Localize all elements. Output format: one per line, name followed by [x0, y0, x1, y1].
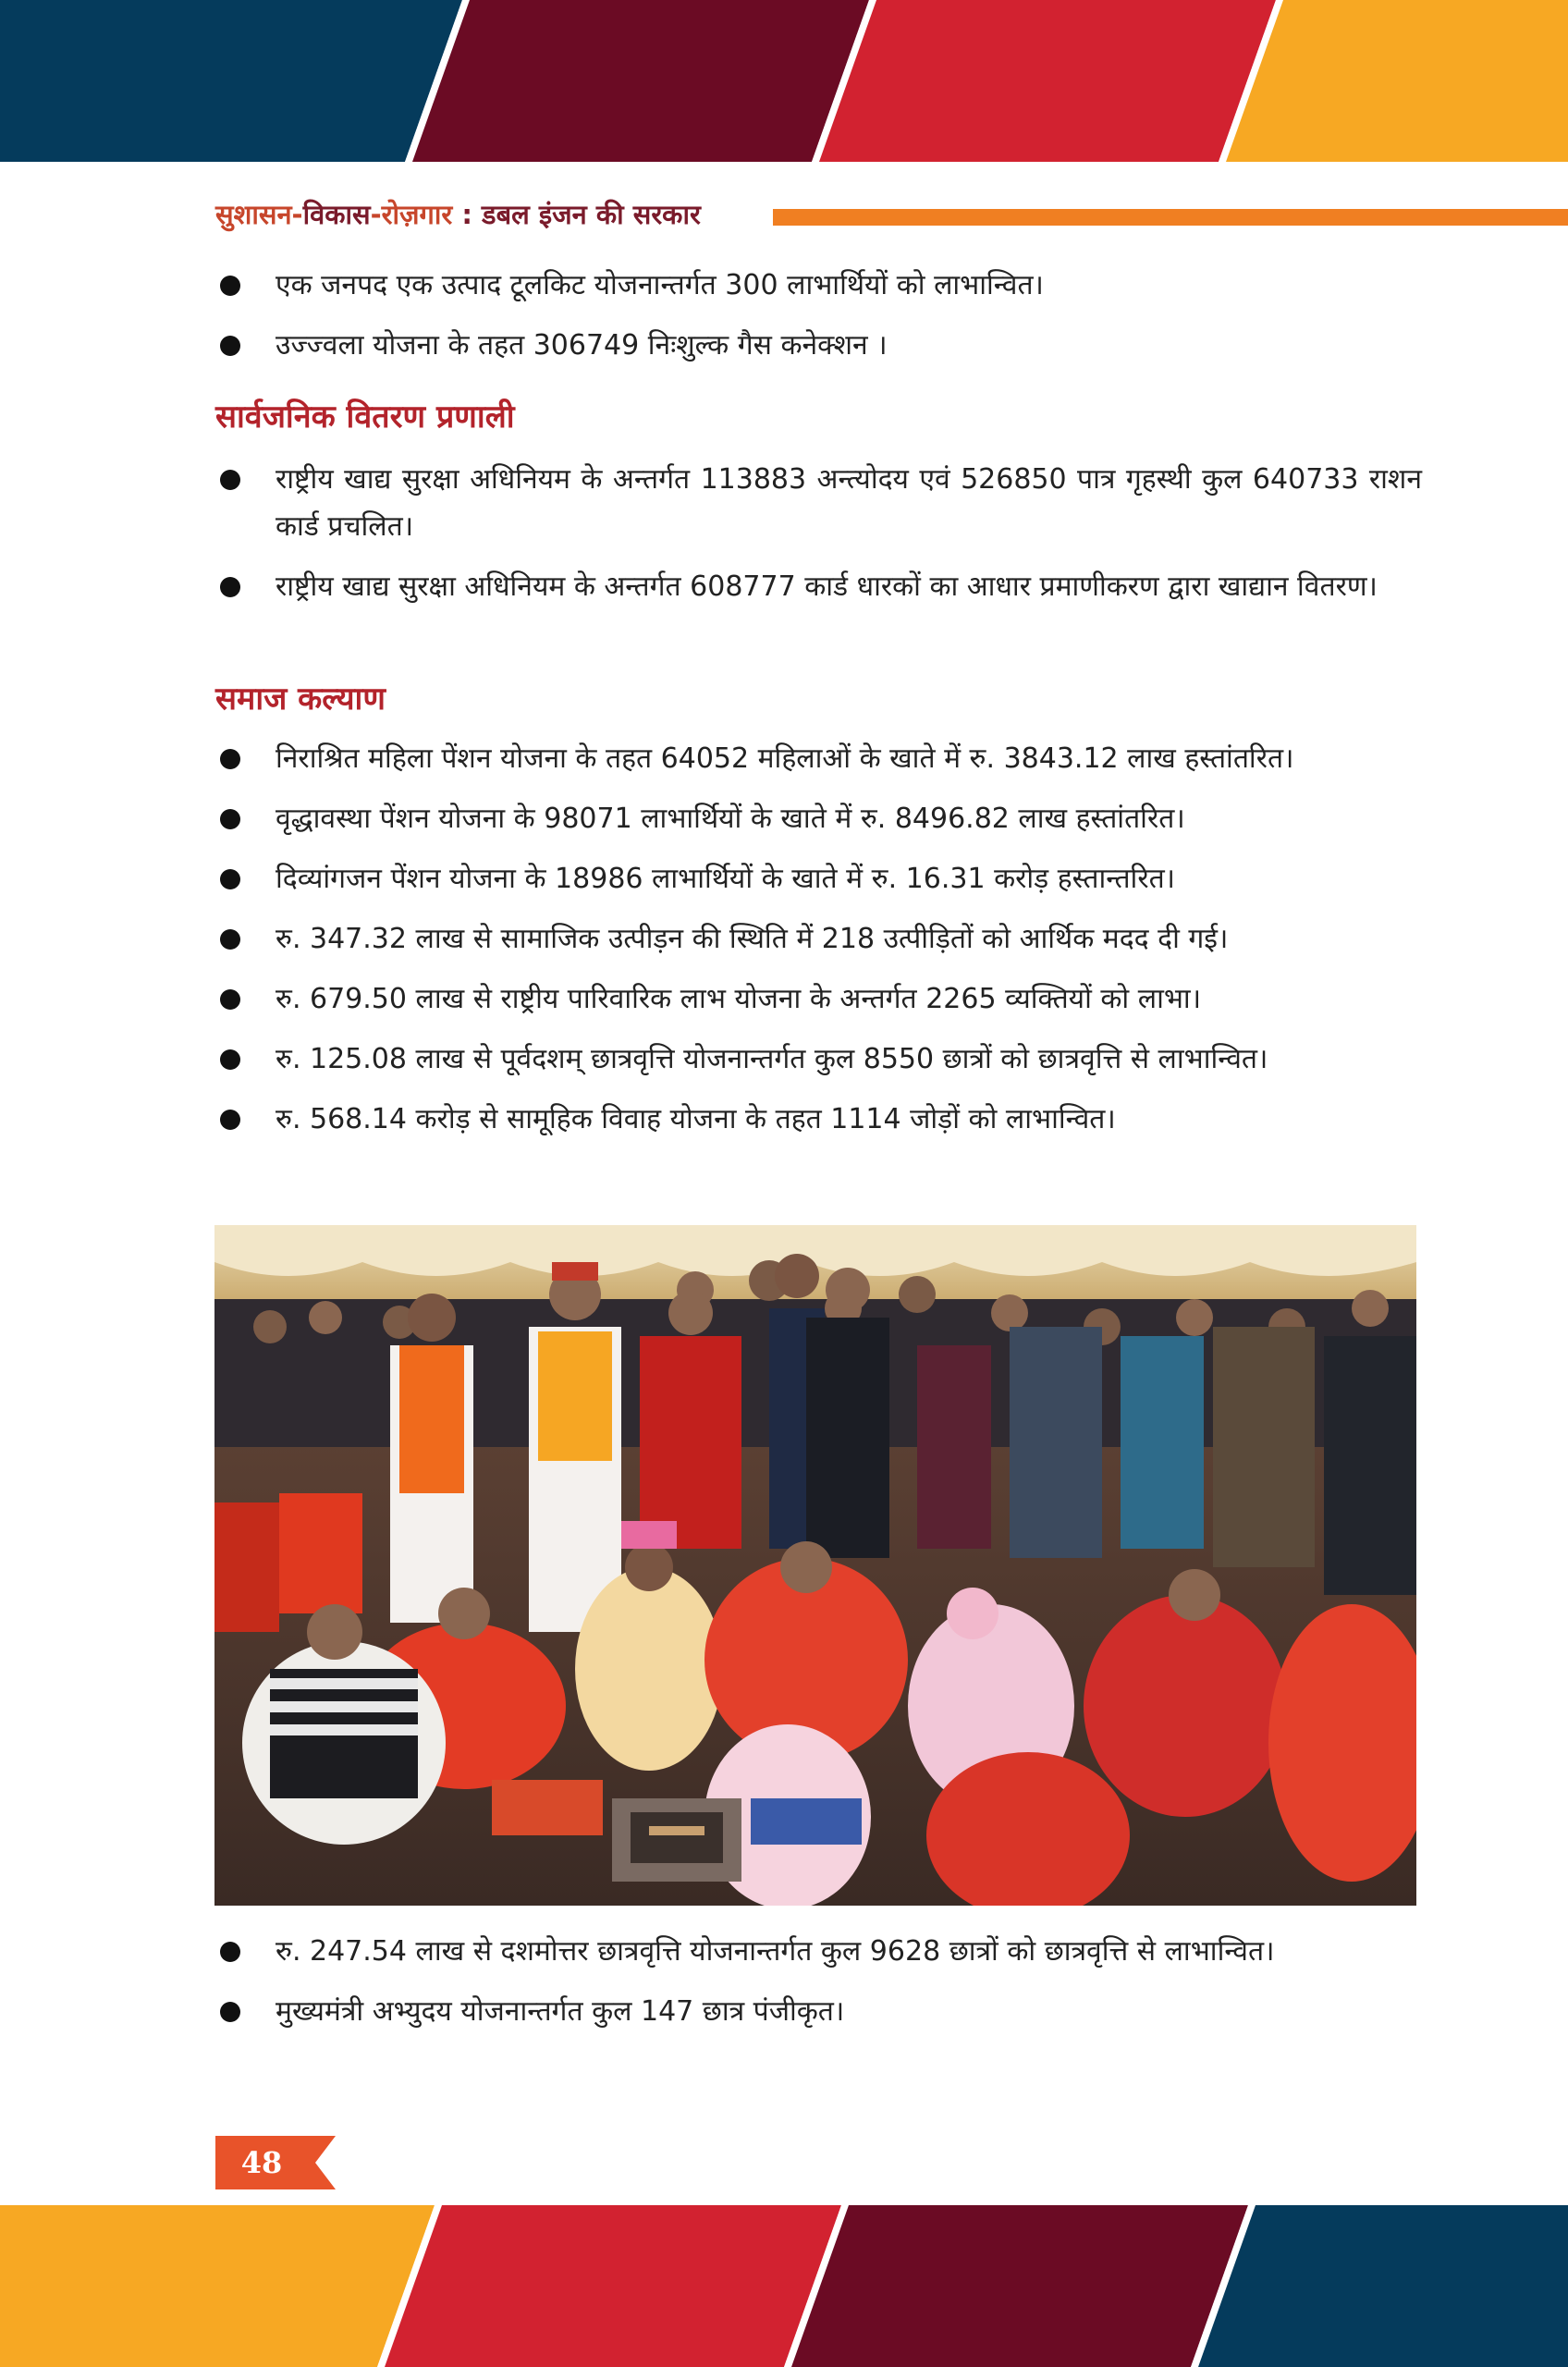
bullet-icon	[220, 276, 240, 296]
list-item: रु. 247.54 लाख से दशमोत्तर छात्रवृत्ति योजनान्तर्गत कुल 9628 छात्रों को छात्रवृत्ति से लाभान्वित।	[215, 1928, 1422, 1975]
bullet-list-schemes	[215, 262, 1422, 382]
top-color-band	[0, 0, 1568, 162]
page-number-tab	[215, 2136, 336, 2189]
bullet-icon	[220, 1110, 240, 1130]
photo-illustration	[214, 1225, 1416, 1906]
bullet-list-scholarships	[215, 1928, 1422, 2048]
list-item: एक जनपद एक उत्पाद टूलकिट योजनान्तर्गत 300 लाभार्थियों को लाभान्वित।	[215, 262, 1422, 309]
bullet-icon	[220, 2002, 240, 2022]
bullet-list-public-distribution	[215, 456, 1422, 623]
bullet-icon	[220, 336, 240, 356]
list-item: रु. 679.50 लाख से राष्ट्रीय पारिवारिक लाभ योजना के अन्तर्गत 2265 व्यक्तियों को लाभा।	[215, 975, 1422, 1023]
list-item: दिव्यांगजन पेंशन योजना के 18986 लाभार्थियों के खाते में रु. 16.31 करोड़ हस्तान्तरित।	[215, 855, 1422, 902]
section-heading-public-distribution: सार्वजनिक वितरण प्रणाली	[215, 399, 515, 435]
bullet-icon	[220, 1049, 240, 1070]
running-header-title	[215, 196, 701, 232]
section-heading-social-welfare: समाज कल्याण	[215, 681, 386, 717]
header-separator: -	[370, 199, 382, 230]
header-segment-double-engine: : डबल इंजन की सरकार	[452, 199, 701, 230]
list-item: रु. 125.08 लाख से पूर्वदशम् छात्रवृत्ति योजनान्तर्गत कुल 8550 छात्रों को छात्रवृत्ति से लाभान्वित।	[215, 1036, 1422, 1083]
bullet-icon	[220, 470, 240, 490]
list-item: रु. 347.32 लाख से सामाजिक उत्पीड़न की स्थिति में 218 उत्पीड़ितों को आर्थिक मदद दी गई।	[215, 915, 1422, 963]
bullet-icon	[220, 929, 240, 950]
list-item: वृद्धावस्था पेंशन योजना के 98071 लाभार्थियों के खाते में रु. 8496.82 लाख हस्तांतरित।	[215, 795, 1422, 842]
page-number: 48	[240, 2145, 283, 2180]
bullet-icon	[220, 749, 240, 769]
running-header	[215, 196, 1422, 237]
bullet-icon	[220, 1942, 240, 1962]
header-segment-governance: सुशासन	[215, 199, 292, 230]
list-item: उज्ज्वला योजना के तहत 306749 निःशुल्क गैस कनेक्शन ।	[215, 322, 1422, 369]
bottom-color-band	[0, 2205, 1568, 2367]
header-orange-rule	[773, 209, 1568, 226]
bullet-list-social-welfare	[215, 735, 1422, 1156]
header-segment-development: विकास	[302, 199, 371, 230]
list-item: रु. 568.14 करोड़ से सामूहिक विवाह योजना के तहत 1114 जोड़ों को लाभान्वित।	[215, 1096, 1422, 1143]
bullet-icon	[220, 989, 240, 1010]
header-separator: -	[291, 199, 303, 230]
header-segment-employment: रोज़गार	[381, 199, 453, 230]
bullet-icon	[220, 869, 240, 889]
list-item: निराश्रित महिला पेंशन योजना के तहत 64052 महिलाओं के खाते में रु. 3843.12 लाख हस्तांतरित।	[215, 735, 1422, 782]
list-item: मुख्यमंत्री अभ्युदय योजनान्तर्गत कुल 147 छात्र पंजीकृत।	[215, 1988, 1422, 2035]
bullet-icon	[220, 577, 240, 597]
list-item: राष्ट्रीय खाद्य सुरक्षा अधिनियम के अन्तर्गत 113883 अन्त्योदय एवं 526850 पात्र गृहस्थी कुल 640733 राशन कार्ड प्रचलित।	[215, 456, 1422, 550]
bullet-icon	[220, 809, 240, 829]
list-item: राष्ट्रीय खाद्य सुरक्षा अधिनियम के अन्तर्गत 608777 कार्ड धारकों का आधार प्रमाणीकरण द्वारा खाद्यान वितरण।	[215, 563, 1422, 610]
mass-wedding-photo	[214, 1225, 1416, 1906]
